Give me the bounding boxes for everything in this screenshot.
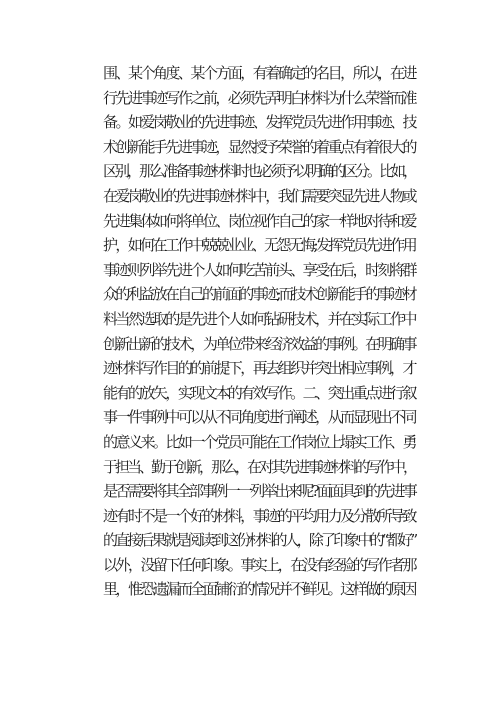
text-line-21: 以外，没留下任何印象。事实上，在没有经验的写作者那 — [103, 555, 416, 574]
text-line-9: 事迹则列举先进个人如何吃苦前头、享受在后，时刻将群 — [103, 260, 416, 279]
text-line-16: 的意义来。比如一个党员可能在工作岗位上塌实工作、勇 — [103, 432, 416, 451]
text-line-14: 能有的放矢，实现文本的有效写作。二、突出重点进行叙 — [103, 383, 416, 402]
text-line-18: 是否需要将其全部事例一一列举出来呢?面面具到的先进事 — [103, 482, 416, 501]
text-line-20: 的直接后果就是阅读到这份材料的人，除了印象中的“都好” — [103, 531, 416, 550]
text-line-17: 于担当、勤于创新，那么，在对其先进事迹材料的写作中， — [103, 457, 416, 476]
text-line-4: 术创新能手先进事迹，显然授予荣誉的着重点有着很大的 — [103, 137, 416, 156]
text-line-12: 创新出新的技术，为单位带来经济效益的事例。在明确事 — [103, 334, 416, 353]
text-line-7: 先进集体如何将单位、岗位视作自己的家一样地对待和爱 — [103, 211, 416, 230]
text-line-19: 迹有时不是一个好的材料，事迹的平均用力及分散所导致 — [103, 506, 416, 525]
text-line-3: 备。如爱岗敬业的先进事迹、发挥党员先进作用事迹、技 — [103, 113, 416, 132]
text-line-8: 护，如何在工作中兢兢业业、无怨无悔;发挥党员先进作用 — [103, 236, 416, 255]
text-line-1: 围、某个角度、某个方面，有着确定的名目，所以，在进 — [103, 64, 416, 82]
text-line-5: 区别，那么准备事迹材料时也必须予以明确的区分。比如， — [103, 162, 416, 181]
text-line-22: 里，惟恐遗漏而全面铺衍的情况并不鲜见。这样做的原因 — [103, 580, 416, 599]
text-line-2: 行先进事迹写作之前，必须先弄明白材料为什么荣誉而准 — [103, 88, 416, 107]
body-text — [103, 61, 415, 602]
text-line-6: 在爱岗敬业的先进事迹材料中，我们需要突显先进人物或 — [103, 186, 416, 205]
text-line-15: 事一件事例中可以从不同角度进行阐述，从而显现出不同 — [103, 408, 416, 427]
text-line-11: 料当然选取的是先进个人如何钻研技术，并在实际工作中 — [103, 309, 416, 328]
text-line-10: 众的利益放在自己的前面的事迹;而技术创新能手的事迹材 — [103, 285, 416, 304]
text-line-13: 迹材料写作目的的前提下，再去组织并突出相应事例，才 — [103, 359, 416, 378]
